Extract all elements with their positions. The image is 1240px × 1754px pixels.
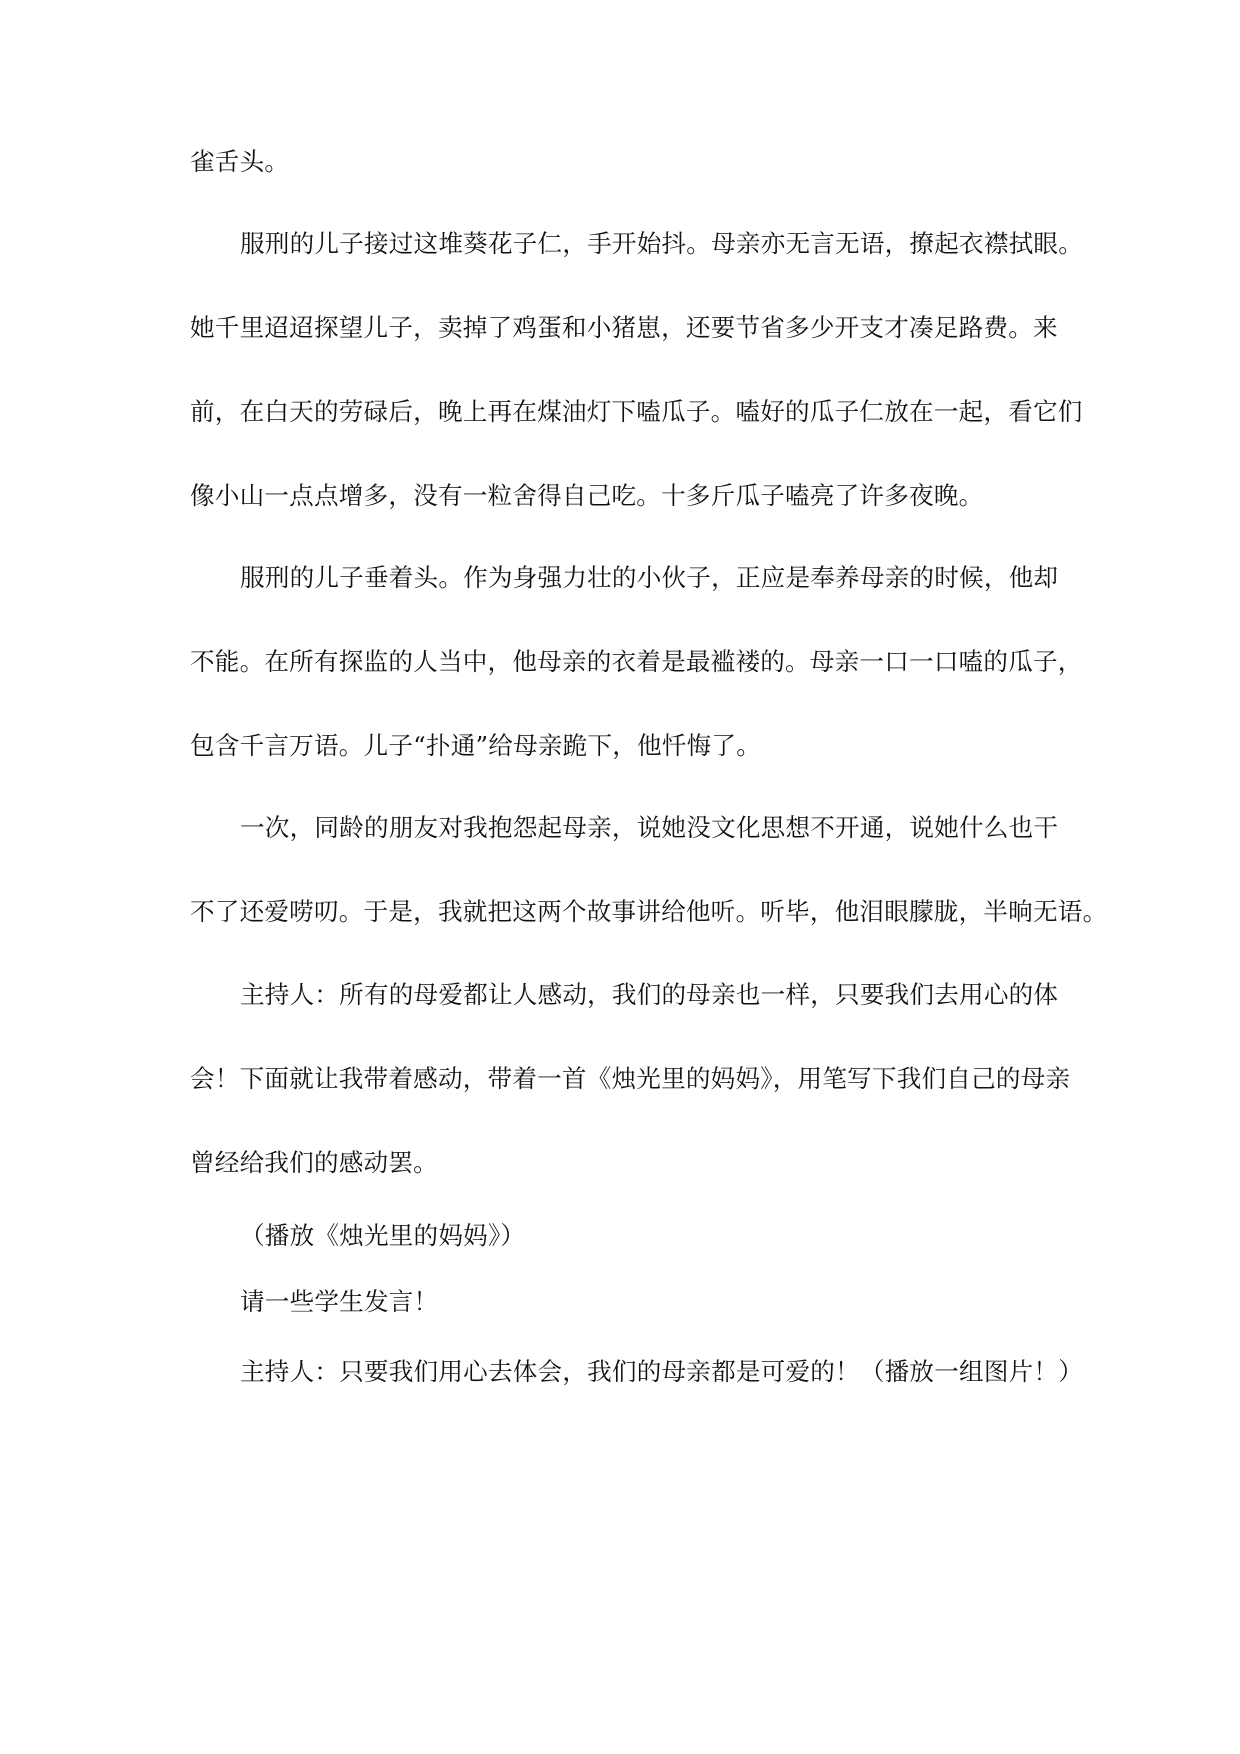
paragraph-line: 主持人：只要我们用心去体会，我们的母亲都是可爱的！（播放一组图片！） <box>240 1357 1083 1386</box>
paragraph-line: 会！下面就让我带着感动，带着一首《烛光里的妈妈》，用笔写下我们自己的母亲 <box>190 1064 1071 1093</box>
paragraph-line: 主持人：所有的母爱都让人感动，我们的母亲也一样，只要我们去用心的体 <box>240 980 1059 1009</box>
paragraph-line: 请一些学生发言！ <box>240 1287 439 1316</box>
paragraph-line: 包含千言万语。儿子“扑通”给母亲跪下，他忏悔了。 <box>190 731 762 760</box>
paragraph-line: 她千里迢迢探望儿子，卖掉了鸡蛋和小猪崽，还要节省多少开支才凑足路费。来 <box>190 313 1058 342</box>
paragraph-line: 服刑的儿子接过这堆葵花子仁，手开始抖。母亲亦无言无语，撩起衣襟拭眼。 <box>240 229 1083 258</box>
paragraph-line: 不了还爱唠叨。于是，我就把这两个故事讲给他听。听毕，他泪眼朦胧，半晌无语。 <box>190 897 1108 926</box>
text-line: 雀舌头。 <box>190 147 290 176</box>
paragraph-line: 不能。在所有探监的人当中，他母亲的衣着是最褴褛的。母亲一口一口嗑的瓜子， <box>190 647 1083 676</box>
paragraph-line: 一次，同龄的朋友对我抱怨起母亲，说她没文化思想不开通，说她什么也干 <box>240 813 1059 842</box>
paragraph-line: 像小山一点点增多，没有一粒舍得自己吃。十多斤瓜子嗑亮了许多夜晚。 <box>190 481 984 510</box>
paragraph-line: 服刑的儿子垂着头。作为身强力壮的小伙子，正应是奉养母亲的时候，他却 <box>240 563 1059 592</box>
paragraph-line: 曾经给我们的感动罢。 <box>190 1148 438 1177</box>
stage-direction: （播放《烛光里的妈妈》） <box>240 1221 526 1250</box>
paragraph-line: 前，在白天的劳碌后，晚上再在煤油灯下嗑瓜子。嗑好的瓜子仁放在一起，看它们 <box>190 397 1083 426</box>
